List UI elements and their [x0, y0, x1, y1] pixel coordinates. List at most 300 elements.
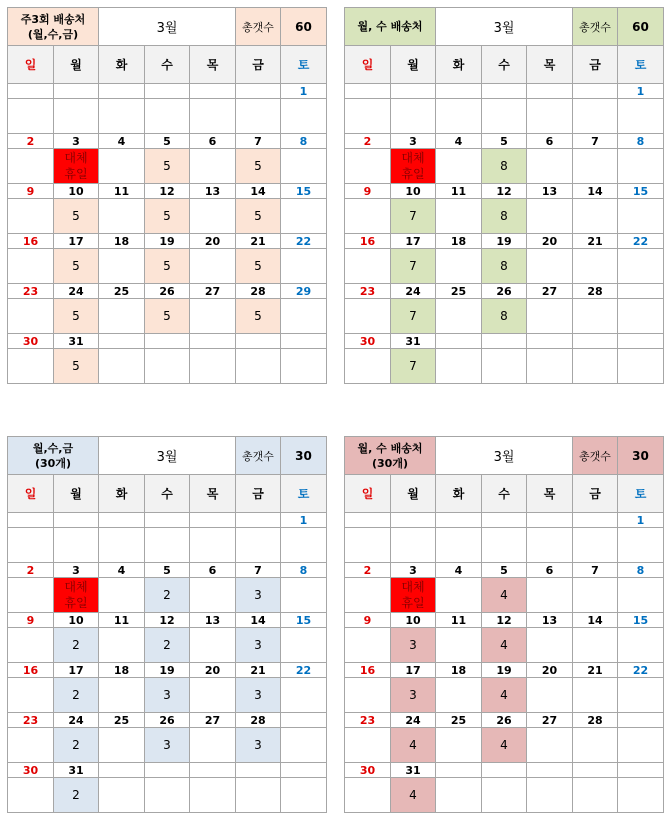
value-row: [8, 778, 327, 813]
weekday-cell: 금: [236, 475, 281, 513]
value-cell: [618, 578, 664, 613]
date-cell: 29: [281, 284, 327, 299]
value-cell: 8: [482, 249, 527, 284]
weekday-cell: 금: [573, 475, 618, 513]
value-cell: [8, 99, 54, 134]
value-row: [345, 199, 664, 234]
weekday-cell: 월: [391, 46, 436, 84]
value-cell: [527, 528, 573, 563]
value-cell: [281, 99, 327, 134]
date-cell: [99, 84, 145, 99]
date-cell: 23: [8, 284, 54, 299]
value-cell: [618, 349, 664, 384]
value-cell: [436, 299, 482, 334]
date-cell: 6: [527, 563, 573, 578]
weekday-cell: 월: [391, 475, 436, 513]
total-label: 총갯수: [573, 437, 618, 475]
date-row: [8, 763, 327, 778]
date-cell: [99, 334, 145, 349]
value-cell: [436, 149, 482, 184]
value-cell: [8, 628, 54, 663]
date-cell: 18: [436, 234, 482, 249]
value-cell: [618, 728, 664, 763]
calendar-table: [344, 7, 664, 384]
value-cell: [99, 249, 145, 284]
date-cell: 10: [391, 613, 436, 628]
value-cell: 4: [482, 678, 527, 713]
weekday-cell: 일: [345, 475, 391, 513]
date-cell: [236, 763, 281, 778]
date-cell: [145, 513, 190, 528]
date-cell: 4: [99, 563, 145, 578]
value-row: [8, 528, 327, 563]
date-cell: 11: [436, 613, 482, 628]
calendar-table: [344, 436, 664, 813]
value-cell: 4: [482, 628, 527, 663]
value-cell: 7: [391, 299, 436, 334]
value-cell: [482, 528, 527, 563]
weekday-cell: 수: [482, 46, 527, 84]
value-cell: [345, 349, 391, 384]
value-cell: 7: [391, 199, 436, 234]
weekday-cell: 월: [54, 475, 99, 513]
date-cell: 15: [618, 184, 664, 199]
value-cell: [345, 778, 391, 813]
date-cell: 28: [573, 713, 618, 728]
value-cell: [345, 628, 391, 663]
value-cell: [8, 349, 54, 384]
date-cell: [190, 763, 236, 778]
date-cell: 13: [190, 613, 236, 628]
date-cell: [527, 84, 573, 99]
holiday-cell: 대체 휴일: [54, 578, 99, 613]
month-label: 3월: [436, 8, 573, 46]
value-row: [8, 99, 327, 134]
value-cell: [436, 678, 482, 713]
date-row: [8, 563, 327, 578]
value-cell: [573, 728, 618, 763]
value-cell: 5: [145, 249, 190, 284]
value-row: [345, 728, 664, 763]
value-cell: [345, 299, 391, 334]
date-cell: 17: [54, 234, 99, 249]
value-row: [345, 628, 664, 663]
value-cell: [99, 628, 145, 663]
value-cell: [8, 728, 54, 763]
date-cell: 26: [145, 713, 190, 728]
month-label: 3월: [436, 437, 573, 475]
weekday-cell: 화: [436, 46, 482, 84]
date-cell: 22: [281, 663, 327, 678]
value-cell: [573, 149, 618, 184]
date-cell: [482, 763, 527, 778]
value-cell: [145, 99, 190, 134]
value-cell: [8, 199, 54, 234]
value-cell: [527, 578, 573, 613]
date-cell: 28: [236, 284, 281, 299]
value-cell: 5: [236, 249, 281, 284]
date-cell: [345, 513, 391, 528]
value-cell: [573, 299, 618, 334]
calendar-table: [7, 7, 327, 384]
date-cell: 14: [573, 184, 618, 199]
date-cell: 25: [436, 713, 482, 728]
date-row: [345, 334, 664, 349]
date-cell: [236, 84, 281, 99]
value-cell: [618, 678, 664, 713]
value-cell: [527, 99, 573, 134]
value-cell: [527, 349, 573, 384]
weekday-cell: 월: [54, 46, 99, 84]
weekday-cell: 일: [345, 46, 391, 84]
value-cell: [8, 299, 54, 334]
weekday-row: [8, 475, 327, 513]
date-cell: [436, 84, 482, 99]
date-cell: [145, 763, 190, 778]
weekday-cell: 금: [236, 46, 281, 84]
value-cell: [8, 778, 54, 813]
value-cell: 4: [482, 578, 527, 613]
value-cell: 3: [391, 628, 436, 663]
value-cell: [345, 678, 391, 713]
date-cell: [190, 84, 236, 99]
weekday-cell: 수: [145, 475, 190, 513]
value-cell: [618, 528, 664, 563]
date-cell: 5: [482, 563, 527, 578]
value-row: [8, 578, 327, 613]
date-row: [8, 184, 327, 199]
total-value: 30: [281, 437, 327, 475]
date-cell: 11: [99, 184, 145, 199]
value-cell: [618, 778, 664, 813]
date-cell: [236, 334, 281, 349]
value-cell: [190, 299, 236, 334]
value-cell: [436, 99, 482, 134]
date-cell: [482, 513, 527, 528]
month-label: 3월: [99, 437, 236, 475]
date-cell: [573, 763, 618, 778]
value-cell: [527, 149, 573, 184]
weekday-cell: 화: [436, 475, 482, 513]
value-cell: 5: [236, 199, 281, 234]
value-row: [345, 578, 664, 613]
date-row: [8, 613, 327, 628]
date-cell: 3: [391, 563, 436, 578]
value-cell: [99, 778, 145, 813]
date-cell: 2: [345, 134, 391, 149]
date-cell: 5: [145, 134, 190, 149]
date-cell: 4: [436, 563, 482, 578]
value-cell: [190, 728, 236, 763]
date-cell: 1: [618, 513, 664, 528]
value-cell: [527, 249, 573, 284]
value-cell: 2: [145, 628, 190, 663]
date-cell: 11: [436, 184, 482, 199]
date-cell: [281, 713, 327, 728]
value-cell: [391, 528, 436, 563]
weekday-cell: 목: [190, 46, 236, 84]
date-row: [8, 334, 327, 349]
date-cell: 6: [190, 134, 236, 149]
value-cell: 2: [54, 728, 99, 763]
value-row: [8, 149, 327, 184]
date-row: [8, 663, 327, 678]
value-cell: 5: [236, 299, 281, 334]
weekday-cell: 목: [527, 46, 573, 84]
value-cell: [391, 99, 436, 134]
value-cell: 3: [236, 578, 281, 613]
calendar-title: 월, 수 배송처 (30개): [345, 437, 436, 475]
value-cell: 4: [391, 778, 436, 813]
calendar-title: 월, 수 배송처: [345, 8, 436, 46]
value-cell: [345, 528, 391, 563]
date-cell: 6: [190, 563, 236, 578]
date-row: [345, 184, 664, 199]
date-cell: 16: [345, 663, 391, 678]
date-cell: [8, 513, 54, 528]
date-cell: 27: [190, 713, 236, 728]
value-row: [8, 728, 327, 763]
date-cell: 30: [345, 763, 391, 778]
date-cell: 7: [236, 563, 281, 578]
date-cell: 31: [391, 763, 436, 778]
weekday-row: [345, 475, 664, 513]
date-cell: [527, 334, 573, 349]
date-cell: 18: [436, 663, 482, 678]
date-cell: 11: [99, 613, 145, 628]
value-cell: [573, 678, 618, 713]
value-cell: 5: [145, 299, 190, 334]
value-cell: [482, 778, 527, 813]
value-cell: [190, 149, 236, 184]
date-row: [345, 663, 664, 678]
date-cell: 22: [618, 663, 664, 678]
date-cell: 7: [573, 563, 618, 578]
weekday-row: [345, 46, 664, 84]
value-row: [345, 99, 664, 134]
date-cell: 15: [281, 613, 327, 628]
date-cell: 17: [391, 234, 436, 249]
value-row: [345, 249, 664, 284]
date-cell: 7: [573, 134, 618, 149]
date-cell: 1: [618, 84, 664, 99]
date-cell: 21: [236, 663, 281, 678]
value-cell: [436, 628, 482, 663]
value-cell: [236, 349, 281, 384]
value-cell: [573, 778, 618, 813]
date-cell: 16: [8, 663, 54, 678]
date-cell: 22: [281, 234, 327, 249]
date-cell: 2: [8, 134, 54, 149]
value-cell: [281, 199, 327, 234]
value-row: [345, 149, 664, 184]
value-cell: [527, 299, 573, 334]
date-cell: 1: [281, 84, 327, 99]
value-row: [345, 349, 664, 384]
value-row: [8, 628, 327, 663]
value-cell: 5: [54, 299, 99, 334]
date-cell: 8: [618, 134, 664, 149]
date-cell: 10: [54, 613, 99, 628]
value-cell: [573, 249, 618, 284]
value-cell: [573, 628, 618, 663]
date-cell: 3: [54, 563, 99, 578]
value-cell: 5: [145, 149, 190, 184]
date-cell: [482, 334, 527, 349]
date-cell: 13: [527, 184, 573, 199]
holiday-cell: 대체 휴일: [391, 578, 436, 613]
date-cell: 1: [281, 513, 327, 528]
date-cell: [436, 513, 482, 528]
value-cell: 3: [391, 678, 436, 713]
weekday-cell: 목: [527, 475, 573, 513]
date-row: [345, 763, 664, 778]
date-cell: [54, 513, 99, 528]
date-cell: 16: [345, 234, 391, 249]
value-cell: 3: [236, 678, 281, 713]
value-cell: [618, 149, 664, 184]
value-cell: 5: [236, 149, 281, 184]
value-row: [345, 778, 664, 813]
date-row: [345, 84, 664, 99]
date-cell: 20: [190, 234, 236, 249]
date-row: [345, 613, 664, 628]
value-cell: 8: [482, 149, 527, 184]
date-cell: [145, 334, 190, 349]
value-cell: 8: [482, 299, 527, 334]
date-cell: [618, 284, 664, 299]
date-cell: 23: [8, 713, 54, 728]
date-cell: 23: [345, 713, 391, 728]
date-cell: [145, 84, 190, 99]
value-cell: [436, 199, 482, 234]
date-cell: 30: [8, 763, 54, 778]
date-cell: [618, 334, 664, 349]
value-cell: [99, 349, 145, 384]
date-row: [345, 513, 664, 528]
date-cell: [573, 84, 618, 99]
date-cell: 30: [345, 334, 391, 349]
value-cell: [8, 249, 54, 284]
total-label: 총갯수: [236, 8, 281, 46]
date-cell: 6: [527, 134, 573, 149]
date-cell: 9: [8, 613, 54, 628]
value-cell: [190, 678, 236, 713]
date-cell: 2: [345, 563, 391, 578]
value-cell: [190, 628, 236, 663]
date-cell: 31: [54, 763, 99, 778]
date-cell: 25: [99, 713, 145, 728]
value-cell: [190, 349, 236, 384]
total-value: 60: [618, 8, 664, 46]
date-cell: 8: [618, 563, 664, 578]
date-cell: 12: [145, 184, 190, 199]
date-cell: 27: [527, 284, 573, 299]
calendar-title: 주3회 배송처 (월,수,금): [8, 8, 99, 46]
value-row: [8, 249, 327, 284]
value-cell: [281, 249, 327, 284]
date-cell: 23: [345, 284, 391, 299]
date-row: [8, 513, 327, 528]
value-cell: [8, 528, 54, 563]
value-cell: [190, 99, 236, 134]
value-cell: [618, 249, 664, 284]
date-row: [345, 284, 664, 299]
value-cell: 3: [236, 628, 281, 663]
weekday-cell: 수: [482, 475, 527, 513]
date-cell: 13: [527, 613, 573, 628]
calendar-title: 월,수,금 (30개): [8, 437, 99, 475]
value-cell: [573, 99, 618, 134]
value-cell: [99, 528, 145, 563]
value-cell: 2: [54, 678, 99, 713]
value-cell: [190, 578, 236, 613]
date-cell: [54, 84, 99, 99]
date-cell: 12: [145, 613, 190, 628]
value-cell: [236, 99, 281, 134]
calendar-table: [7, 436, 327, 813]
date-cell: 7: [236, 134, 281, 149]
value-row: [8, 349, 327, 384]
value-cell: [99, 678, 145, 713]
date-cell: 3: [391, 134, 436, 149]
value-cell: [8, 678, 54, 713]
value-cell: [527, 678, 573, 713]
value-cell: [99, 299, 145, 334]
date-cell: 14: [236, 184, 281, 199]
date-cell: 31: [391, 334, 436, 349]
value-cell: [190, 528, 236, 563]
date-row: [8, 234, 327, 249]
date-cell: 16: [8, 234, 54, 249]
date-cell: 24: [54, 713, 99, 728]
date-cell: 15: [618, 613, 664, 628]
date-cell: 24: [391, 713, 436, 728]
date-cell: 26: [482, 284, 527, 299]
date-cell: 28: [573, 284, 618, 299]
date-cell: 18: [99, 234, 145, 249]
value-cell: [281, 778, 327, 813]
value-cell: [281, 349, 327, 384]
date-cell: 27: [190, 284, 236, 299]
value-cell: [99, 728, 145, 763]
value-row: [345, 528, 664, 563]
date-cell: [281, 763, 327, 778]
value-cell: [8, 149, 54, 184]
value-cell: [436, 528, 482, 563]
value-cell: [99, 99, 145, 134]
date-cell: 5: [145, 563, 190, 578]
weekday-cell: 토: [281, 46, 327, 84]
value-cell: 7: [391, 249, 436, 284]
date-cell: 24: [391, 284, 436, 299]
value-cell: 3: [236, 728, 281, 763]
date-cell: [345, 84, 391, 99]
date-cell: 13: [190, 184, 236, 199]
date-cell: 9: [345, 613, 391, 628]
value-cell: [436, 349, 482, 384]
date-cell: 4: [99, 134, 145, 149]
value-cell: 8: [482, 199, 527, 234]
calendar-header-row: [345, 437, 664, 475]
date-cell: 17: [391, 663, 436, 678]
value-cell: [145, 528, 190, 563]
date-cell: 15: [281, 184, 327, 199]
date-cell: [618, 763, 664, 778]
value-row: [8, 299, 327, 334]
date-row: [8, 134, 327, 149]
date-cell: 18: [99, 663, 145, 678]
